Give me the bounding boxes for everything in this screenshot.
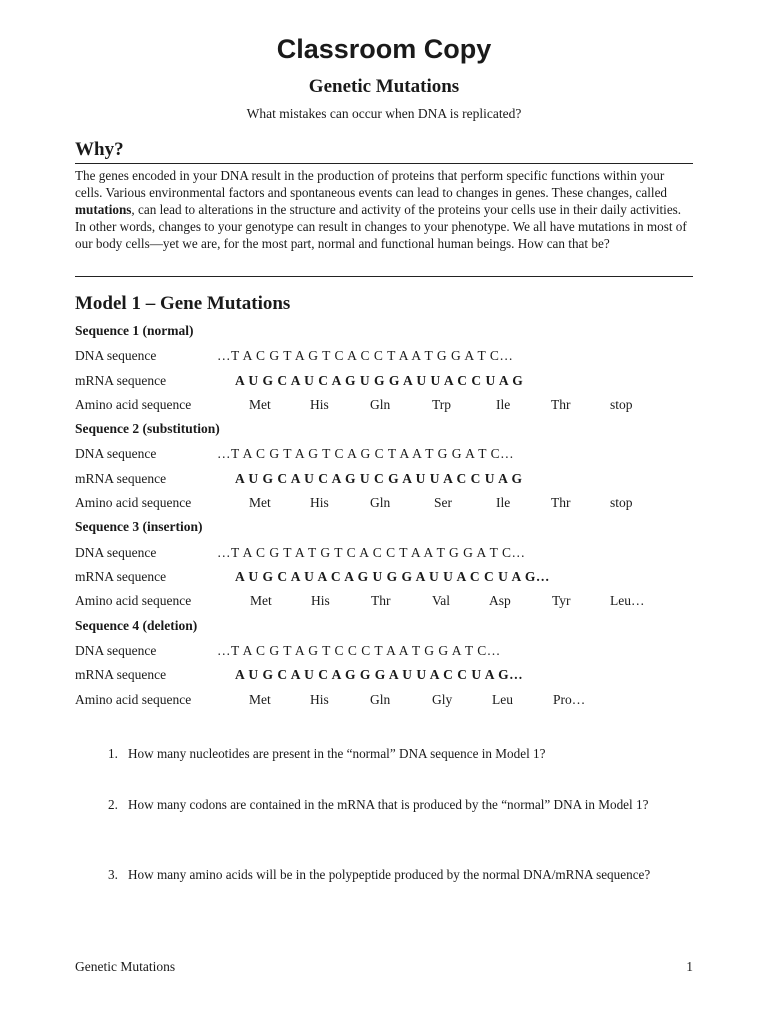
amino-acid: Gln [370, 495, 391, 510]
sequence-4-dna: …T A C G T A G T C C C T A A T G G A T C… [217, 643, 501, 658]
sequence-4-title: Sequence 4 (deletion) [75, 618, 198, 633]
mrna-label: mRNA sequence [75, 373, 167, 388]
amino-acid: Thr [551, 397, 571, 412]
sequence-1-title: Sequence 1 (normal) [75, 323, 194, 338]
amino-acid-label: Amino acid sequence [75, 397, 192, 412]
sequence-3-title: Sequence 3 (insertion) [75, 519, 203, 534]
why-heading: Why? [75, 139, 124, 160]
question-number: 1. [108, 746, 118, 761]
question-text: How many codons are contained in the mRNA that is produced by the “normal” DNA in Model 1? [128, 797, 649, 812]
amino-acid: His [310, 692, 329, 707]
amino-acid: Gln [370, 692, 391, 707]
dna-label: DNA sequence [75, 446, 157, 461]
question-2 [108, 796, 668, 813]
footer-title: Genetic Mutations [75, 959, 176, 974]
why-text-before: The genes encoded in your DNA result in the production of proteins that perform specific functions within your cells. Various environmental factors and spontaneous events can lead to changes in genes. These changes, called [75, 168, 668, 200]
question-number: 3. [108, 867, 118, 882]
amino-acid: His [310, 397, 329, 412]
sequence-1-mrna: A U G C A U C A G U G G A U U A C C U A G [235, 373, 524, 388]
amino-acid: Pro… [553, 692, 586, 707]
amino-acid: stop [610, 495, 633, 510]
amino-acid: Ile [496, 397, 511, 412]
page-number: 1 [686, 959, 693, 974]
amino-acid: Met [249, 397, 271, 412]
mrna-label: mRNA sequence [75, 667, 167, 682]
amino-acid: Met [250, 593, 272, 608]
sequence-3-dna: …T A C G T A T G T C A C C T A A T G G A T C… [217, 545, 526, 560]
amino-acid: His [311, 593, 330, 608]
amino-acid-label: Amino acid sequence [75, 692, 192, 707]
amino-acid: Val [432, 593, 450, 608]
dna-label: DNA sequence [75, 545, 157, 560]
sequence-4-mrna: A U G C A U C A G G G A U U A C C U A G… [235, 667, 524, 682]
sequence-2-dna: …T A C G T A G T C A G C T A A T G G A T C… [217, 446, 515, 461]
amino-acid: Ser [434, 495, 452, 510]
why-paragraph [75, 167, 693, 252]
why-text-after: , can lead to alterations in the structure and activity of the proteins your cells use in their daily activities. In other words, changes to your genotype can result in changes to your phenotype. We all have mutations in most of our body cells—yet we are, for the most part, normal and functional human beings. How can that be? [75, 202, 687, 251]
question-1 [108, 745, 668, 762]
question-number: 2. [108, 797, 118, 812]
model-heading: Model 1 – Gene Mutations [75, 293, 291, 314]
amino-acid: Tyr [552, 593, 571, 608]
mrna-label: mRNA sequence [75, 471, 167, 486]
why-bottom-rule [75, 276, 693, 277]
sequence-1-dna: …T A C G T A G T C A C C T A A T G G A T C… [217, 348, 514, 363]
sequence-2-title: Sequence 2 (substitution) [75, 421, 220, 436]
worksheet-title: Genetic Mutations [308, 76, 460, 97]
question-text: How many amino acids will be in the polypeptide produced by the normal DNA/mRNA sequence? [128, 867, 651, 882]
amino-acid: Thr [371, 593, 391, 608]
amino-acid-label: Amino acid sequence [75, 495, 192, 510]
dna-label: DNA sequence [75, 348, 157, 363]
amino-acid: Leu [492, 692, 513, 707]
question-text: How many nucleotides are present in the “normal” DNA sequence in Model 1? [128, 746, 546, 761]
sequence-3-mrna: A U G C A U A C A G U G G A U U A C C U A G… [235, 569, 550, 584]
why-top-rule [75, 163, 693, 164]
amino-acid: Met [249, 692, 271, 707]
guiding-question: What mistakes can occur when DNA is replicated? [246, 106, 522, 121]
amino-acid: Asp [489, 593, 511, 608]
amino-acid: Met [249, 495, 271, 510]
amino-acid-label: Amino acid sequence [75, 593, 192, 608]
dna-label: DNA sequence [75, 643, 157, 658]
amino-acid: stop [610, 397, 633, 412]
amino-acid: His [310, 495, 329, 510]
question-3 [108, 866, 668, 883]
sequence-2-mrna: A U G C A U C A G U C G A U U A C C U A G [235, 471, 523, 486]
amino-acid: Trp [432, 397, 452, 412]
page-title: Classroom Copy [276, 34, 492, 64]
amino-acid: Thr [551, 495, 571, 510]
amino-acid: Gly [432, 692, 453, 707]
amino-acid: Leu… [610, 593, 645, 608]
mrna-label: mRNA sequence [75, 569, 167, 584]
amino-acid: Ile [496, 495, 511, 510]
why-bold-term: mutations [75, 202, 132, 217]
amino-acid: Gln [370, 397, 391, 412]
